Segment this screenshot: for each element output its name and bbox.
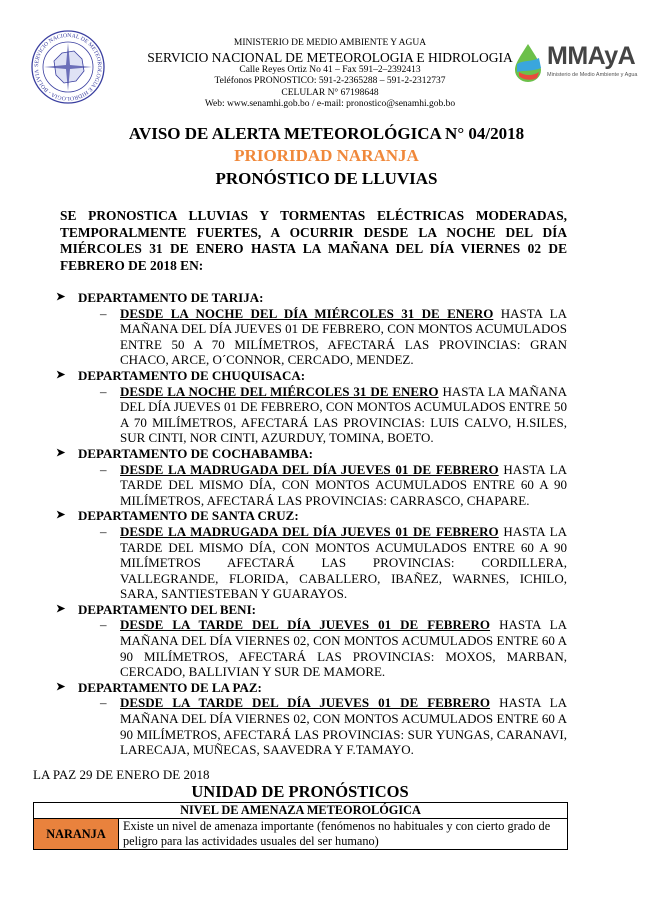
cellphone: CELULAR N° 67198648 [281, 87, 379, 98]
forecast-detail: HASTA LA TARDE DEL MISMO DÍA, CON MONTOS ACUMULADOS ENTRE 60 A 90 MILÍMETROS AFECTARÁ LAS PROVINCIAS: CORDILLERA, VALLEGRANDE, FLORIDA, CABALLERO, IBAÑEZ, WARNES, ICHILO, SARA, SANTIESTEBAN Y GUARAYOS. [120, 523, 568, 602]
department-forecast [54, 617, 567, 679]
arrow-bullet-icon: ➤ [56, 509, 66, 522]
department-list [54, 290, 567, 758]
mmaya-subtitle: Ministerio de Medio Ambiente y Agua [547, 72, 638, 78]
department-forecast [54, 462, 567, 509]
dash-bullet-icon: – [100, 383, 107, 399]
senamhi-logo [30, 29, 106, 105]
department-name: DEPARTAMENTO DE CHUQUISACA: [78, 367, 306, 383]
issuing-unit: UNIDAD DE PRONÓSTICOS [191, 782, 409, 801]
mmaya-wordmark: MMAyA [547, 42, 636, 70]
forecast-period: DESDE LA MADRUGADA DEL DÍA JUEVES 01 DE FEBRERO [120, 523, 499, 539]
forecast-period: DESDE LA MADRUGADA DEL DÍA JUEVES 01 DE FEBRERO [120, 461, 499, 477]
department-heading [54, 446, 567, 462]
threat-level-name: NARANJA [34, 819, 119, 850]
threat-table-header: NIVEL DE AMENAZA METEOROLÓGICA [34, 803, 568, 819]
department-name: DEPARTAMENTO DE TARIJA: [78, 290, 264, 305]
department-forecast [54, 306, 567, 368]
address: Calle Reyes Ortiz No 41 – Fax 591–2–2392413 [239, 64, 421, 75]
arrow-bullet-icon: ➤ [56, 446, 66, 459]
alert-subtitle: PRONÓSTICO DE LLUVIAS [215, 169, 438, 188]
priority-label: PRIORIDAD NARANJA [234, 146, 419, 165]
forecast-detail: HASTA LA MAÑANA DEL DÍA JUEVES 01 DE FEBRERO, CON MONTOS ACUMULADOS ENTRE 50 A 70 MILÍMETROS, AFECTARÁ LAS PROVINCIAS: GRAN CHACO, ARCE, O´CONNOR, CERCADO, MENDEZ. [120, 305, 568, 368]
issue-date: LA PAZ 29 DE ENERO DE 2018 [33, 767, 210, 782]
forecast-detail: HASTA LA MAÑANA DEL DÍA JUEVES 01 DE FEBRERO, CON MONTOS ACUMULADOS ENTRE 50 A 70 MILÍMETROS, AFECTARÁ LAS PROVINCIAS: LUIS CALVO, H.SILES, SUR CINTI, NOR CINTI, AZURDUY, TOMINA, BOETO. [120, 383, 567, 446]
department-forecast [54, 524, 567, 602]
dash-bullet-icon: – [100, 523, 107, 539]
ministry-name: MINISTERIO DE MEDIO AMBIENTE Y AGUA [233, 38, 427, 48]
mmaya-logo [513, 40, 637, 86]
dash-bullet-icon: – [100, 617, 107, 633]
department-forecast [54, 384, 567, 446]
arrow-bullet-icon: ➤ [56, 368, 66, 381]
arrow-bullet-icon: ➤ [56, 680, 66, 693]
department-name: DEPARTAMENTO DE LA PAZ: [78, 679, 262, 695]
department-name: DEPARTAMENTO DE SANTA CRUZ: [78, 508, 299, 524]
dash-bullet-icon: – [100, 461, 107, 477]
forecast-period: DESDE LA TARDE DEL DÍA JUEVES 01 DE FEBRERO [120, 617, 491, 633]
department-heading [54, 602, 567, 618]
department-forecast [54, 695, 567, 757]
department-name: DEPARTAMENTO DE COCHABAMBA: [78, 445, 313, 461]
web-email: Web: www.senamhi.gob.bo / e-mail: pronostico@senamhi.gob.bo [204, 99, 456, 109]
service-name: SERVICIO NACIONAL DE METEOROLOGIA E HIDROLOGIA [147, 49, 513, 65]
forecast-period: DESDE LA NOCHE DEL DÍA MIÉRCOLES 31 DE ENERO [120, 305, 494, 321]
alert-title: AVISO DE ALERTA METEOROLÓGICA N° 04/2018 [128, 124, 525, 143]
department-heading [54, 680, 567, 696]
forecast-detail: HASTA LA MAÑANA DEL DÍA VIERNES 02, CON MONTOS ACUMULADOS ENTRE 60 A 90 MILÍMETROS, AFECTARÁ LAS PROVINCIAS: SUR YUNGAS, CARANAVI, LARECAJA, MUÑECAS, SAAVEDRA Y F.TAMAYO. [120, 695, 567, 758]
letterhead [120, 38, 540, 111]
department-heading [54, 368, 567, 384]
dash-bullet-icon: – [100, 695, 107, 711]
arrow-bullet-icon: ➤ [56, 291, 66, 303]
threat-level-description: Existe un nivel de amenaza importante (fenómenos no habituales y con cierto grado de peligro para las actividades usuales del ser humano) [119, 819, 568, 850]
arrow-bullet-icon: ➤ [56, 602, 66, 615]
senamhi-logo-text: SERVICIO NACIONAL DE METEOROLOGIA E HIDROLOGIA - BOLIVIA [33, 32, 103, 102]
phones: Teléfonos PRONOSTICO: 591-2-2365288 – 591-2-2312737 [214, 76, 446, 86]
forecast-period: DESDE LA TARDE DEL DÍA JUEVES 01 DE FEBRERO [120, 695, 491, 711]
department-name: DEPARTAMENTO DEL BENI: [78, 601, 256, 617]
intro-paragraph: SE PRONOSTICA LLUVIAS Y TORMENTAS ELÉCTRICAS MODERADAS, TEMPORALMENTE FUERTES, A OCURRIR DESDE LA NOCHE DEL DÍA MIÉRCOLES 31 DE ENERO HASTA LA MAÑANA DEL DÍA VIERNES 02 DE FEBRERO DE 2018 EN: [60, 208, 567, 273]
forecast-period: DESDE LA NOCHE DEL MIÉRCOLES 31 DE ENERO [120, 383, 439, 399]
department-heading [54, 508, 567, 524]
forecast-detail: HASTA LA TARDE DEL MISMO DÍA, CON MONTOS ACUMULADOS ENTRE 60 A 90 MILÍMETROS, AFECTARÁ LAS PROVINCIAS: CARRASCO, CHAPARE. [120, 461, 568, 508]
department-heading [54, 290, 567, 306]
forecast-detail: HASTA LA MAÑANA DEL DÍA VIERNES 02, CON MONTOS ACUMULADOS ENTRE 60 A 90 MILÍMETROS, AFECTARÁ LAS PROVINCIAS: MOXOS, MARBAN, CERCADO, BALLIVIAN Y SUR DE MAMORE. [120, 617, 567, 680]
threat-level-table [33, 802, 568, 850]
mmaya-drop-icon [513, 42, 543, 82]
dash-bullet-icon: – [100, 305, 107, 321]
